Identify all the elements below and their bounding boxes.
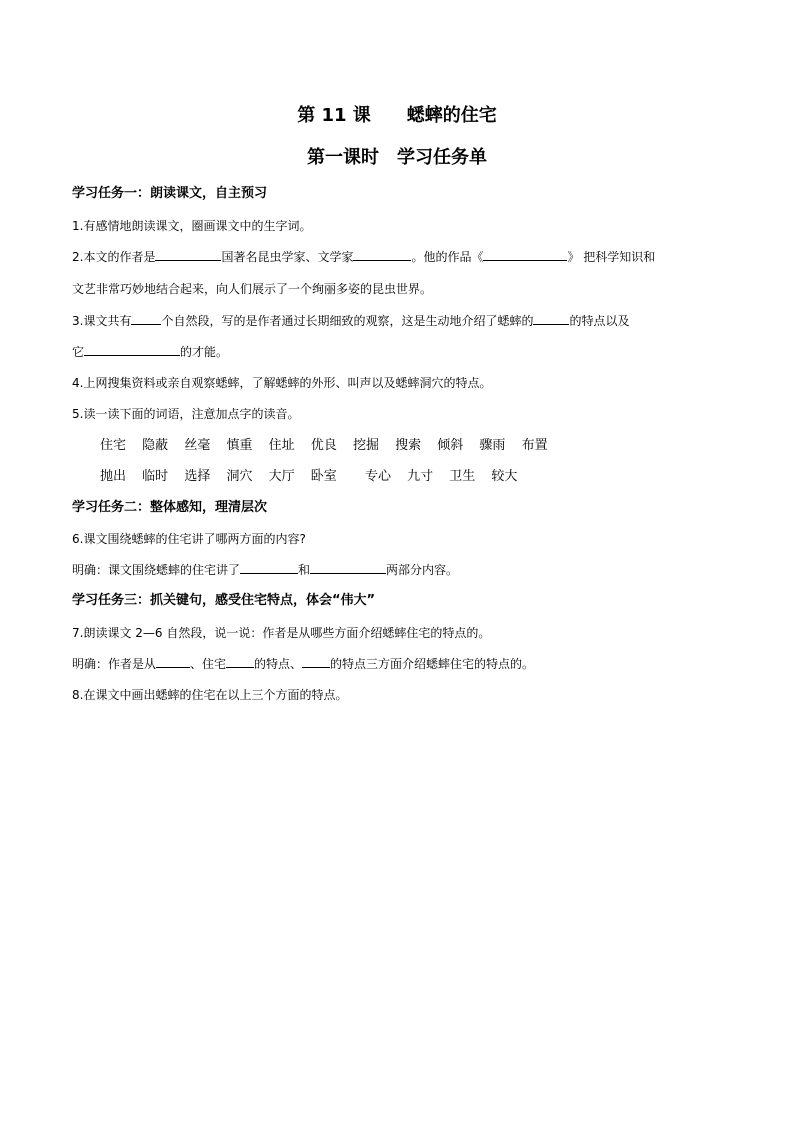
q2-blank-work[interactable] — [483, 248, 567, 261]
word: 倾斜 — [437, 438, 464, 453]
q3-text-b: 个自然段，写的是作者通过长期细致的观察，这是生动地介绍了蟋蟀的 — [161, 314, 534, 328]
task1-heading: 学习任务一：朗读课文，自主预习 — [72, 186, 268, 201]
word: 优良 — [310, 438, 337, 453]
question-3 — [72, 312, 732, 330]
a7-blank-second[interactable] — [226, 655, 254, 668]
q3-blank-count[interactable] — [131, 312, 161, 325]
word-row-2 — [100, 468, 529, 486]
q2-blank-author[interactable] — [155, 248, 221, 261]
task3-heading: 学习任务三：抓关键句，感受住宅特点，体会“伟大” — [72, 593, 376, 608]
a7-blank-first[interactable] — [156, 655, 190, 668]
question-5: 5.读一读下面的词语，注意加点字的读音。 — [72, 407, 300, 421]
q3-text-d: 它 — [72, 345, 85, 359]
word: 住宅 — [100, 438, 127, 453]
q3-blank-talent[interactable] — [84, 343, 180, 356]
word-row-1 — [100, 437, 560, 455]
lesson-title: 第 11 课 蟋蟀的住宅 — [297, 105, 497, 126]
session-title: 第一课时 学习任务单 — [307, 147, 487, 168]
q2-text-b: 国著名昆虫学家、文学家 — [221, 250, 354, 264]
question-3-cont — [72, 343, 732, 361]
question-2 — [72, 248, 732, 266]
q2-blank-name[interactable] — [353, 248, 411, 261]
a6-blank-first[interactable] — [240, 561, 298, 574]
question-4: 4.上网搜集资料或亲自观察蟋蟀，了解蟋蟀的外形、叫声以及蟋蟀洞穴的特点。 — [72, 376, 492, 390]
a6-text-b: 和 — [298, 563, 311, 577]
q3-text-a: 3.课文共有 — [72, 314, 132, 328]
q3-blank-feature[interactable] — [533, 312, 569, 325]
word: 慎重 — [226, 438, 253, 453]
answer-7 — [72, 655, 732, 673]
word: 布置 — [521, 438, 548, 453]
q2-text-c: 。他的作品《 — [411, 250, 484, 264]
word: 住址 — [268, 438, 295, 453]
word: 专心 — [364, 469, 391, 484]
q2-text-d: 》 把科学知识和 — [567, 250, 656, 264]
word: 临时 — [142, 469, 169, 484]
word: 选择 — [184, 469, 211, 484]
a7-text-a: 明确：作者是从 — [72, 657, 157, 671]
a7-text-c: 的特点、 — [254, 657, 303, 671]
question-1: 1.有感情地朗读课文，圈画课文中的生字词。 — [72, 219, 312, 233]
task2-heading: 学习任务二：整体感知，理清层次 — [72, 500, 268, 515]
word: 较大 — [491, 469, 518, 484]
word: 卧室 — [310, 469, 337, 484]
word: 挖掘 — [352, 438, 379, 453]
question-8: 8.在课文中画出蟋蟀的住宅在以上三个方面的特点。 — [72, 688, 348, 702]
answer-6 — [72, 561, 732, 579]
a6-text-c: 两部分内容。 — [386, 563, 459, 577]
a7-text-d: 的特点三方面介绍蟋蟀住宅的特点的。 — [330, 657, 535, 671]
word: 搜索 — [395, 438, 422, 453]
word: 九寸 — [407, 469, 434, 484]
a7-blank-third[interactable] — [302, 655, 330, 668]
q2-text-a: 2.本文的作者是 — [72, 250, 156, 264]
q3-text-e: 的才能。 — [180, 345, 229, 359]
word: 抛出 — [100, 469, 127, 484]
word: 卫生 — [449, 469, 476, 484]
question-7: 7.朗读课文 2—6 自然段，说一说：作者是从哪些方面介绍蟋蟀住宅的特点的。 — [72, 626, 491, 640]
word: 大厅 — [268, 469, 295, 484]
a7-text-b: 、住宅 — [190, 657, 227, 671]
question-2-cont: 文艺非常巧妙地结合起来，向人们展示了一个绚丽多姿的昆虫世界。 — [72, 282, 433, 296]
word: 洞穴 — [226, 469, 253, 484]
q3-text-c: 的特点以及 — [569, 314, 630, 328]
a6-blank-second[interactable] — [310, 561, 386, 574]
word: 骤雨 — [479, 438, 506, 453]
a6-text-a: 明确：课文围绕蟋蟀的住宅讲了 — [72, 563, 241, 577]
word: 隐蔽 — [142, 438, 169, 453]
word: 丝毫 — [184, 438, 211, 453]
question-6: 6.课文围绕蟋蟀的住宅讲了哪两方面的内容? — [72, 532, 306, 546]
